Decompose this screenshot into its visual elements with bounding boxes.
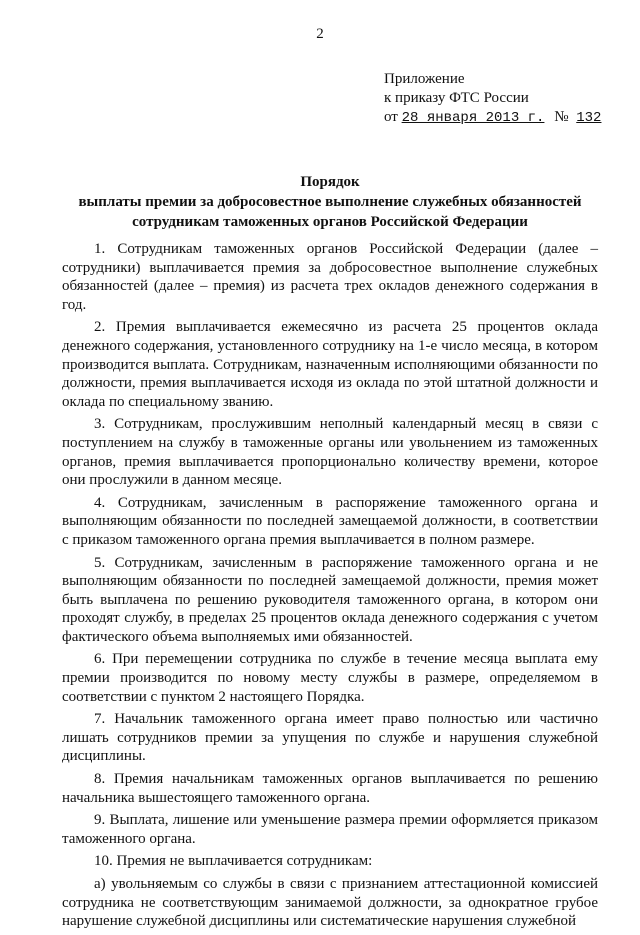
paragraph-3: 3. Сотрудникам, прослужившим неполный календарный месяц в связи с поступлением на службу в таможенные органы или увольнением из таможенных органов, премия выплачивается пропорционально количеству времени, которое они прослужили в данном месяце. <box>62 416 598 489</box>
appendix-block <box>384 70 601 128</box>
document-title <box>40 172 620 232</box>
paragraph-2: 2. Премия выплачивается ежемесячно из расчета 25 процентов оклада денежного содержания, установленного сотруднику на 1-е число месяца, в котором производится выплата. Сотрудникам, назначенным исполняющими обязанности по должности, премия выплачивается исходя из оклада по этой штатной должности и оклада по специальному званию. <box>62 319 598 410</box>
paragraph-5: 5. Сотрудникам, зачисленным в распоряжение таможенного органа и не выполняющим обязанности по последней замещаемой должности, премия может быть выплачена по решению руководителя таможенного органа, в котором они проходят службу, в пределах 25 процентов оклада денежного содержания с учетом фактического объема выполняемых ими обязанностей. <box>62 554 598 645</box>
appendix-label: Приложение <box>384 71 465 87</box>
paragraph-6: 6. При перемещении сотрудника по службе в течение месяца выплата ему премии производится по новому месту службы в размере, определяемом в соответствии с пунктом 2 настоящего Порядка. <box>62 651 598 705</box>
appendix-order-ref: к приказу ФТС России <box>384 90 529 106</box>
paragraph-4: 4. Сотрудникам, зачисленным в распоряжение таможенного органа и выполняющим обязанности по последней замещаемой должности, в соответствии с приказом таможенного органа премия выплачивается в полном размере. <box>62 494 598 548</box>
number-label: № <box>554 109 569 125</box>
paragraph-10a: а) увольняемым со службы в связи с признанием аттестационной комиссией сотрудника не соответствующим занимаемой должности, за однократное грубое нарушение служебной дисциплины или систематические нарушения служебной <box>62 876 598 930</box>
title-line-3: сотрудникам таможенных органов Российской Федерации <box>132 214 528 230</box>
paragraph-9: 9. Выплата, лишение или уменьшение размера премии оформляется приказом таможенного органа. <box>62 812 598 847</box>
title-line-1: Порядок <box>300 174 360 190</box>
order-number: 132 <box>576 110 602 126</box>
paragraph-8: 8. Премия начальникам таможенных органов выплачивается по решению начальника вышестоящего таможенного органа. <box>62 771 598 806</box>
paragraph-7: 7. Начальник таможенного органа имеет право полностью или частично лишать сотрудников премии за упущения по службе и нарушения служебной дисциплины. <box>62 711 598 765</box>
page-number: 2 <box>316 26 324 42</box>
document-body <box>62 240 598 935</box>
from-label: от <box>384 109 398 125</box>
paragraph-1: 1. Сотрудникам таможенных органов Российской Федерации (далее – сотрудники) выплачивается премия за добросовестное выполнение служебных обязанностей (далее – премия) из расчета трех окладов денежного содержания в год. <box>62 241 598 313</box>
paragraph-10: 10. Премия не выплачивается сотрудникам: <box>94 853 373 870</box>
appendix-date-line <box>384 108 601 128</box>
title-line-2: выплаты премии за добросовестное выполнение служебных обязанностей <box>78 194 582 210</box>
order-date: 28 января 2013 г. <box>401 110 545 126</box>
